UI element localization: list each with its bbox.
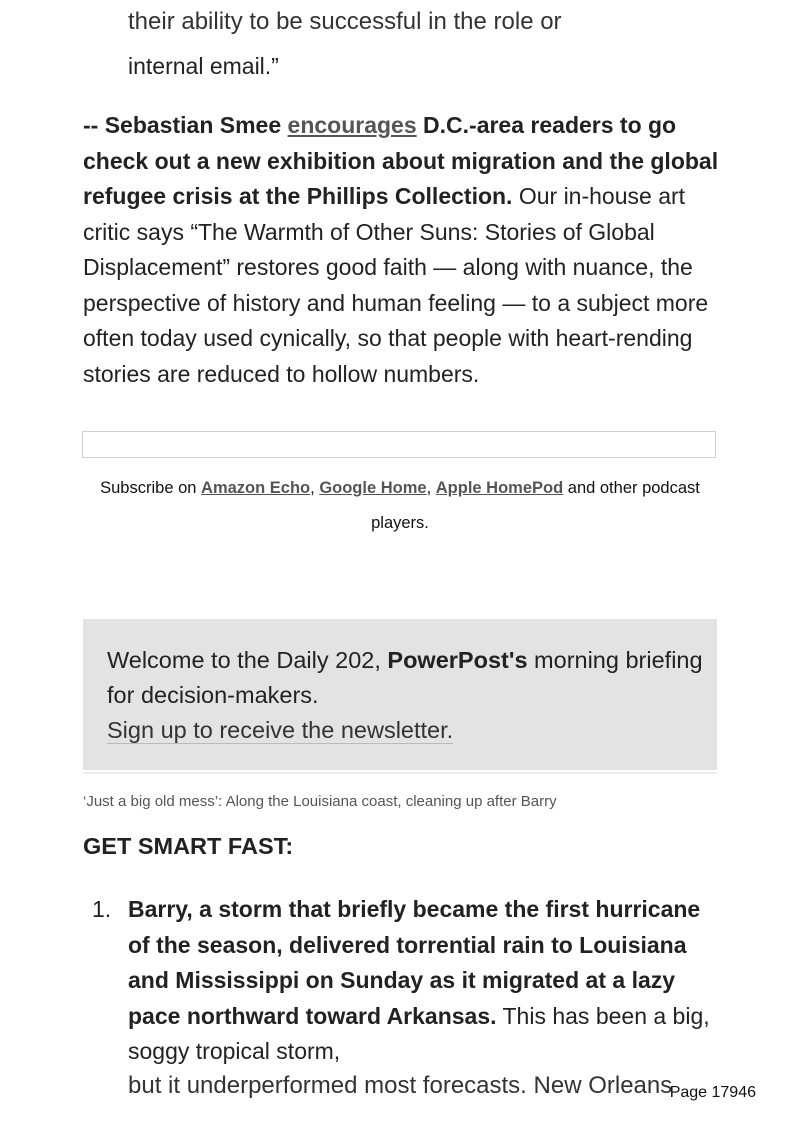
subscribe-suffix: and other podcast players. (371, 479, 700, 532)
subscribe-sep-2: , (426, 479, 436, 497)
list-item-body: This has been a big, soggy tropical storm, (128, 1002, 710, 1064)
subscribe-prefix: Subscribe on (100, 479, 202, 497)
list-item-number: 1. (92, 896, 112, 922)
subscribe-sep-1: , (310, 479, 320, 497)
amazon-echo-link[interactable]: Amazon Echo (201, 479, 311, 497)
quote-ending: internal email.” (128, 53, 279, 79)
promo-text-2: morning briefing for decision-makers. (107, 647, 703, 708)
paragraph-body: Our in-house art critic says “The Warmth of Other Suns: Stories of Global Displacement” restores good faith — along with nuance, the perspective of history and human feeling — to a subject more often today used cynically, so that people with heart-rending stories are reduced to hollow numbers. (83, 183, 709, 387)
paragraph-bold-lead-2: D.C.-area readers to go check out a new exhibition about migration and the global refugee crisis at the Phillips Collection. (83, 112, 719, 209)
section-heading: GET SMART FAST: (83, 833, 294, 859)
list-item-bold: Barry, a storm that briefly became the first hurricane of the season, delivered torrential rain to Louisiana and Mississippi on Sunday as it migrated at a lazy pace northward toward Arkansas. (128, 896, 701, 1029)
video-caption: ‘Just a big old mess’: Along the Louisiana coast, cleaning up after Barry (83, 793, 557, 810)
empty-embed-box (82, 431, 716, 458)
subscribe-line (83, 471, 717, 541)
promo-divider (83, 772, 717, 774)
encourages-link[interactable]: encourages (287, 112, 417, 138)
google-home-link[interactable]: Google Home (319, 479, 427, 497)
page-number: Page 17946 (669, 1084, 756, 1101)
promo-text-1: Welcome to the Daily 202, (107, 647, 388, 673)
apple-homepod-link[interactable]: Apple HomePod (435, 479, 564, 497)
smee-paragraph (83, 108, 723, 392)
list-item (128, 892, 728, 1070)
newsletter-promo-box (83, 619, 717, 770)
promo-bold: PowerPost's (387, 647, 528, 673)
paragraph-bold-lead-1: -- Sebastian Smee (83, 112, 288, 138)
clipped-top-line: their ability to be successful in the role or (128, 8, 562, 35)
newsletter-signup-link[interactable]: Sign up to receive the newsletter. (107, 717, 454, 743)
clipped-bottom-line: but it underperformed most forecasts. New Orleans (128, 1072, 673, 1099)
